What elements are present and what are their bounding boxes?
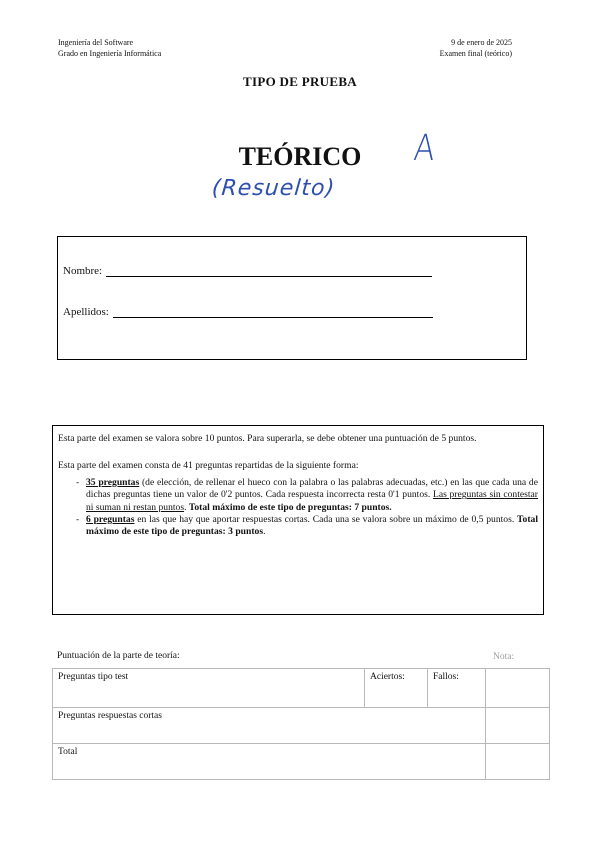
item1-total: Total máximo de este tipo de preguntas: 7 puntos. bbox=[188, 501, 392, 513]
handwritten-note: (Resuelto) bbox=[210, 176, 337, 201]
score-section-label: Puntuación de la parte de teoría: bbox=[57, 651, 180, 661]
item1-underlined: Las preguntas sin contestar ni suman ni restan puntos bbox=[86, 489, 538, 513]
exam-type: Examen final (teórico) bbox=[439, 49, 512, 58]
item2-count: 6 preguntas bbox=[86, 514, 135, 526]
student-info-box bbox=[57, 236, 527, 360]
exam-date: 9 de enero de 2025 bbox=[451, 38, 512, 47]
list-item bbox=[58, 514, 538, 539]
table-row bbox=[53, 744, 550, 780]
question-breakdown-list bbox=[58, 477, 538, 539]
item1-text: (de elección, de rellenar el hueco con la palabra o las palabras adecuadas, etc.) en las que cada una de dichas preguntas tiene un valor de 0'2 puntos. Cada respuesta incorrecta resta 0'1 puntos. bbox=[86, 476, 538, 501]
item2-text: en las que hay que aportar respuestas cortas. Cada una se valora sobre un máximo de 0,5 puntos. bbox=[134, 514, 518, 526]
item1-count: 35 preguntas bbox=[86, 476, 140, 488]
header-right bbox=[440, 37, 512, 59]
instructions-paragraph-2: Esta parte del examen consta de 41 preguntas repartidas de la siguiente forma: bbox=[58, 460, 359, 472]
name-field[interactable] bbox=[63, 265, 432, 277]
test-score-cell[interactable] bbox=[486, 669, 550, 708]
short-answers-score-cell[interactable] bbox=[486, 708, 550, 744]
test-type-heading: TIPO DE PRUEBA bbox=[243, 74, 357, 89]
instructions-box bbox=[52, 425, 544, 615]
item1-after: . bbox=[184, 501, 189, 513]
degree-name: Grado en Ingeniería Informática bbox=[58, 49, 162, 58]
list-item bbox=[58, 477, 538, 514]
list-dash: - bbox=[76, 514, 80, 526]
item2-after: . bbox=[263, 526, 266, 538]
name-label: Nombre: bbox=[63, 265, 103, 277]
surname-line[interactable] bbox=[113, 306, 433, 318]
wrong-answers-cell[interactable]: Fallos: bbox=[428, 669, 486, 708]
handwritten-variant: A bbox=[412, 128, 437, 169]
list-dash: - bbox=[76, 476, 80, 488]
test-questions-label: Preguntas tipo test bbox=[53, 669, 365, 708]
grade-label: Nota: bbox=[493, 652, 515, 662]
item2-total: Total máximo de este tipo de preguntas: 3 puntos bbox=[86, 514, 538, 538]
surname-field[interactable] bbox=[63, 306, 433, 318]
total-score-cell[interactable] bbox=[486, 744, 550, 780]
short-answers-label: Preguntas respuestas cortas bbox=[53, 708, 486, 744]
table-row bbox=[53, 708, 550, 744]
instructions-paragraph-1: Esta parte del examen se valora sobre 10 puntos. Para superarla, se debe obtener una puntuación de 5 puntos. bbox=[58, 433, 477, 444]
correct-answers-cell[interactable]: Aciertos: bbox=[365, 669, 428, 708]
table-row bbox=[53, 669, 550, 708]
name-line[interactable] bbox=[106, 265, 432, 277]
total-label: Total bbox=[53, 744, 486, 780]
subject-name: Ingeniería del Software bbox=[58, 38, 134, 47]
page-title: TEÓRICO bbox=[238, 142, 362, 171]
score-table bbox=[52, 668, 550, 780]
header-left bbox=[58, 37, 161, 59]
surname-label: Apellidos: bbox=[63, 306, 109, 318]
